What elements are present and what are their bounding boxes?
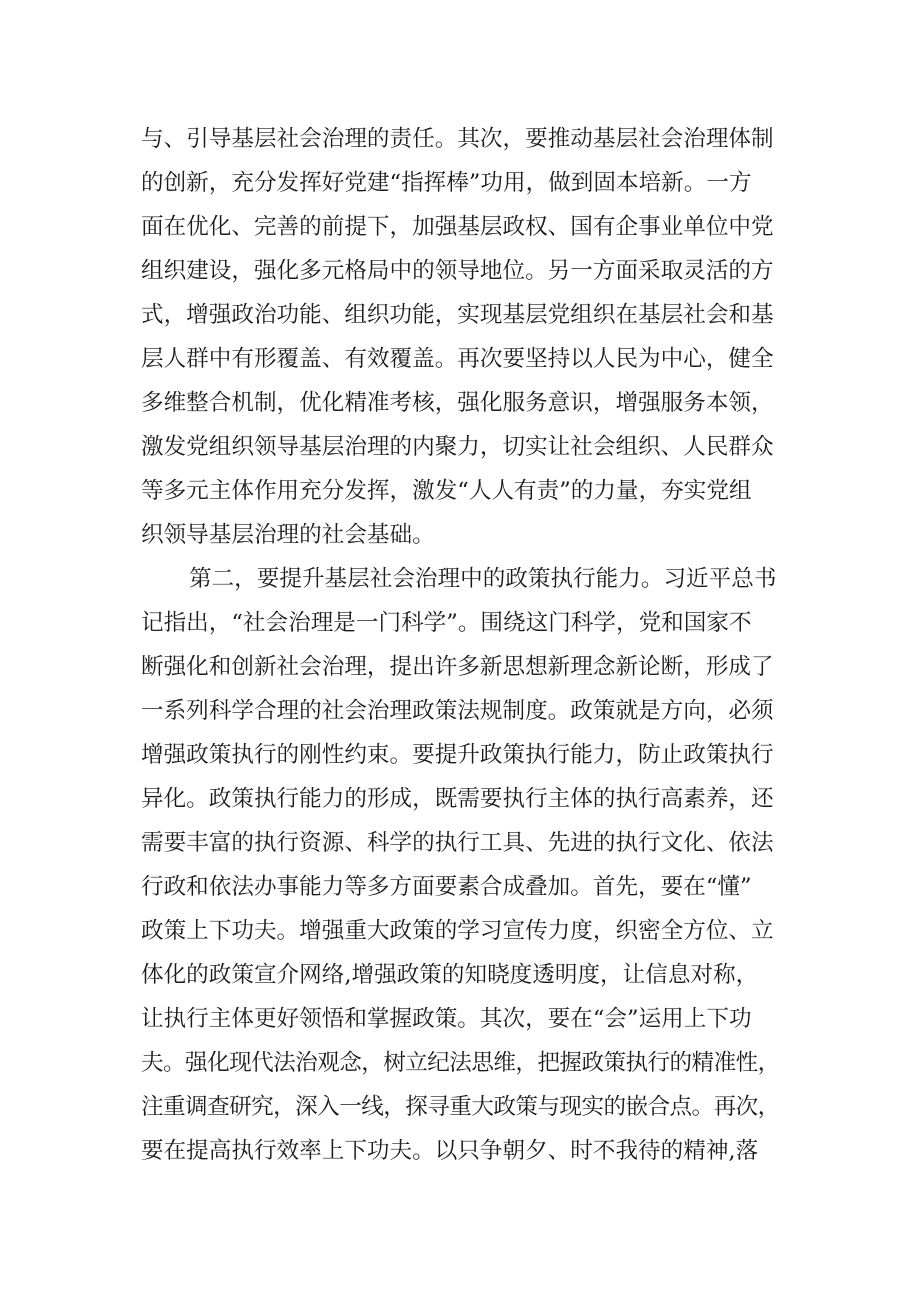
text-line: 要在提高执行效率上下功夫。以只争朝夕、时不我待的精神,落 <box>141 1138 759 1164</box>
text-line: 注重调查研究，深入一线，探寻重大政策与现实的嵌合点。再次， <box>141 1094 780 1120</box>
text-line: 行政和依法办事能力等多方面要素合成叠加。首先，要在“懂” <box>141 874 752 900</box>
text-line: 需要丰富的执行资源、科学的执行工具、先进的执行文化、依法 <box>141 830 774 856</box>
text-line: 政策上下功夫。增强重大政策的学习宣传力度，织密全方位、立 <box>141 918 774 944</box>
paragraph-first-line: 第二，要提升基层社会治理中的政策执行能力。习近平总书 <box>189 566 777 592</box>
text-line: 式，增强政治功能、组织功能，实现基层党组织在基层社会和基 <box>141 302 774 328</box>
text-line: 体化的政策宣介网络,增强政策的知晓度透明度，让信息对称， <box>141 962 759 988</box>
text-line: 让执行主体更好领悟和掌握政策。其次，要在“会”运用上下功 <box>141 1006 752 1032</box>
text-line: 层人群中有形覆盖、有效覆盖。再次要坚持以人民为中心，健全 <box>141 346 774 372</box>
text-line: 增强政策执行的刚性约束。要提升政策执行能力，防止政策执行 <box>141 742 774 768</box>
text-line: 多维整合机制，优化精准考核，强化服务意识，增强服务本领， <box>141 390 774 416</box>
text-line: 断强化和创新社会治理，提出许多新思想新理念新论断，形成了 <box>141 654 774 680</box>
text-line: 组织建设，强化多元格局中的领导地位。另一方面采取灵活的方 <box>141 258 774 284</box>
text-line: 激发党组织领导基层治理的内聚力，切实让社会组织、人民群众 <box>141 434 774 460</box>
text-line: 记指出，“社会治理是一门科学”。围绕这门科学，党和国家不 <box>141 610 752 636</box>
text-line: 的创新，充分发挥好党建“指挥棒”功用，做到固本培新。一方 <box>141 170 752 196</box>
text-line: 织领导基层治理的社会基础。 <box>141 522 435 548</box>
text-line: 与、引导基层社会治理的责任。其次，要推动基层社会治理体制 <box>141 126 774 152</box>
text-line: 面在优化、完善的前提下，加强基层政权、国有企事业单位中党 <box>141 214 774 240</box>
text-line: 一系列科学合理的社会治理政策法规制度。政策就是方向，必须 <box>141 698 774 724</box>
text-line: 夫。强化现代法治观念，树立纪法思维，把握政策执行的精准性， <box>141 1050 780 1076</box>
text-line: 异化。政策执行能力的形成，既需要执行主体的执行高素养，还 <box>141 786 774 812</box>
text-line: 等多元主体作用充分发挥，激发“人人有责”的力量，夯实党组 <box>141 478 752 504</box>
